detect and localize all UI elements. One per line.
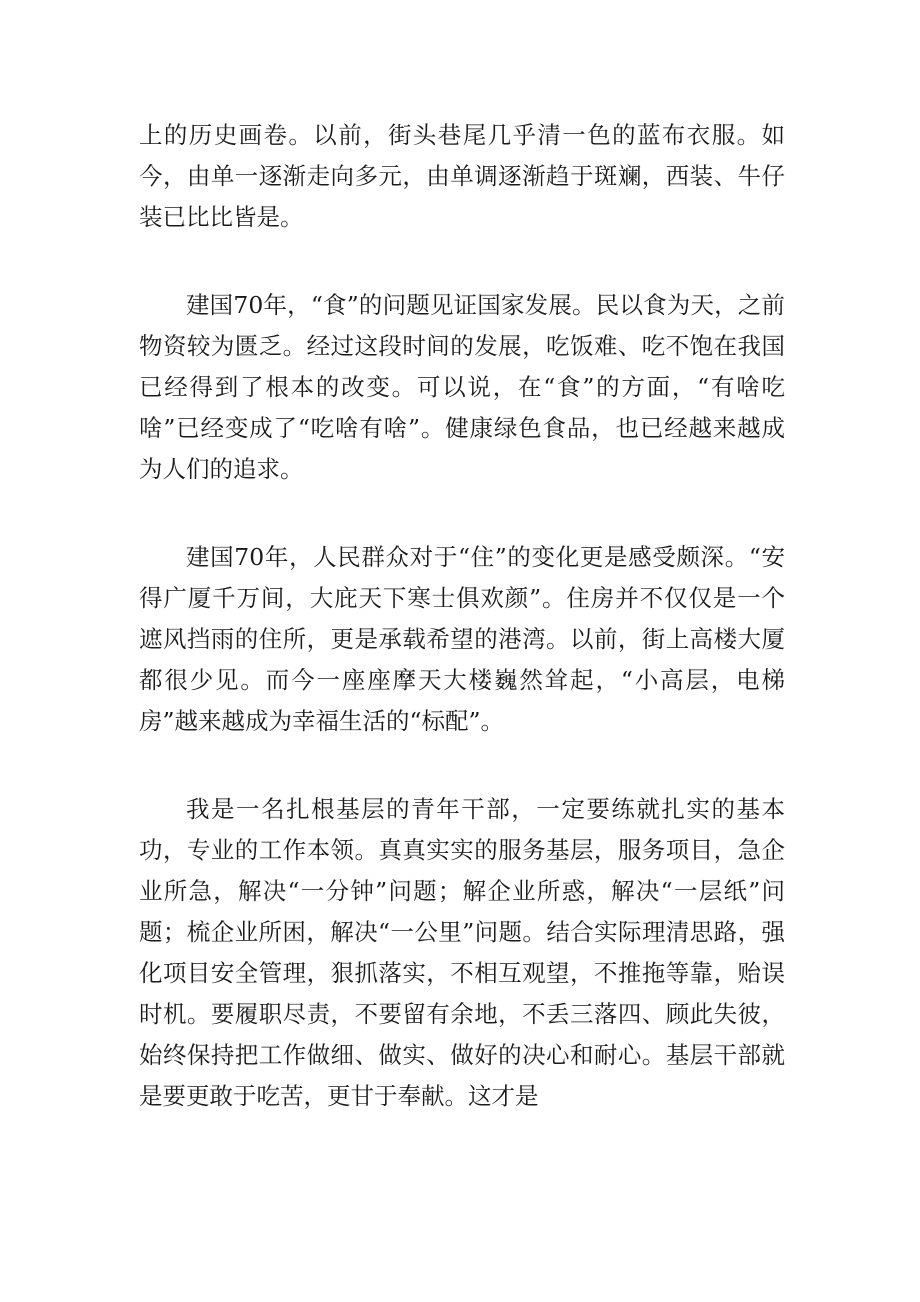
paragraph-housing: 建国70年，人民群众对于“住”的变化更是感受颇深。“安得广厦千万间，大庇天下寒士俱欢颜”。住房并不仅仅是一个遮风挡雨的住所，更是承载希望的港湾。以前，街上高楼大厦都很少见。而今一座座摩天大楼巍然耸起，“小高层，电梯房”越来越成为幸福生活的“标配”。 (139, 543, 785, 735)
paragraph-grassroots-cadre: 我是一名扎根基层的青年干部，一定要练就扎实的基本功，专业的工作本领。真真实实的服务基层，服务项目，急企业所急，解决“一分钟”问题；解企业所惑，解决“一层纸”问题；梳企业所困，解决“一公里”问题。结合实际理清思路，强化项目安全管理，狠抓落实，不相互观望，不推拖等靠，贻误时机。要履职尽责，不要留有余地，不丢三落四、顾此失彼，始终保持把工作做细、做实、做好的决心和耐心。基层干部就是要更敢于吃苦，更甘于奉献。这才是 (139, 795, 785, 1110)
paragraph-clothing: 上的历史画卷。以前，街头巷尾几乎清一色的蓝布衣服。如今，由单一逐渐走向多元，由单调逐渐趋于斑斓，西装、牛仔装已比比皆是。 (139, 121, 785, 231)
paragraph-food: 建国70年，“食”的问题见证国家发展。民以食为天，之前物资较为匮乏。经过这段时间的发展，吃饭难、吃不饱在我国已经得到了根本的改变。可以说，在“食”的方面，“有啥吃啥”已经变成了“吃啥有啥”。健康绿色食品，也已经越来越成为人们的追求。 (139, 291, 785, 483)
document-body (139, 115, 785, 1117)
